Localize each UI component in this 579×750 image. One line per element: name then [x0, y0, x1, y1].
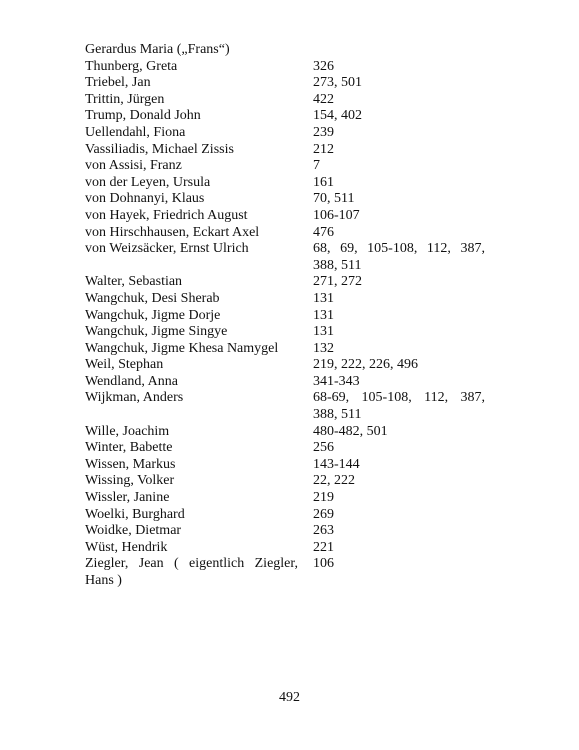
index-entry-name: von Assisi, Franz	[85, 158, 182, 174]
index-entry-name: Wissen, Markus	[85, 456, 176, 472]
page-number: 492	[279, 690, 300, 705]
index-entry-pages: 161	[313, 174, 334, 190]
index-entry	[85, 125, 485, 142]
index-entry	[85, 473, 485, 490]
index-entry-pages: 273, 501	[313, 75, 362, 91]
index-entry-pages: 341-343	[313, 373, 360, 389]
index-entry-pages: 326	[313, 58, 334, 74]
index-entry-name: Wangchuk, Desi Sherab	[85, 290, 220, 306]
index-entry	[85, 390, 485, 423]
index-entry-name: von der Leyen, Ursula	[85, 174, 211, 190]
index-entry	[85, 59, 485, 76]
index-entry-pages: 221	[313, 539, 334, 555]
index-entry-pages: 131	[313, 290, 334, 306]
name-index-list	[85, 42, 485, 590]
index-entry	[85, 374, 485, 391]
index-entry-name: Woidke, Dietmar	[85, 523, 182, 539]
index-entry-name: Wangchuk, Jigme Dorje	[85, 307, 221, 323]
index-entry	[85, 241, 485, 274]
index-entry-pages: 68-69, 105-108, 112, 387, 388, 511	[313, 390, 485, 423]
index-entry-name: Wissler, Janine	[85, 490, 170, 506]
index-entry-name: von Weizsäcker, Ernst Ulrich	[85, 241, 249, 257]
index-entry-pages: 106-107	[313, 207, 360, 223]
index-entry-name: Trittin, Jürgen	[85, 91, 165, 107]
index-entry	[85, 424, 485, 441]
index-entry-pages: 271, 272	[313, 274, 362, 290]
index-entry-name: Weil, Stephan	[85, 357, 164, 373]
index-entry	[85, 42, 485, 59]
index-entry-name: Walter, Sebastian	[85, 274, 183, 290]
index-entry-pages: 68, 69, 105-108, 112, 387, 388, 511	[313, 241, 485, 273]
index-entry	[85, 308, 485, 325]
index-entry-name: Vassiliadis, Michael Zissis	[85, 141, 234, 157]
index-entry-name: Uellendahl, Fiona	[85, 124, 186, 140]
index-entry-pages: 22, 222	[313, 473, 355, 489]
index-entry-pages: 239	[313, 124, 334, 140]
index-entry-name: von Hayek, Friedrich August	[85, 207, 248, 223]
index-entry-name: von Hirschhausen, Eckart Axel	[85, 224, 260, 240]
index-entry-name: Triebel, Jan	[85, 75, 151, 91]
index-entry-pages: 422	[313, 91, 334, 107]
index-entry	[85, 92, 485, 109]
index-entry-pages: 70, 511	[313, 191, 355, 207]
index-entry-pages: 7	[313, 158, 320, 174]
index-entry-name: Trump, Donald John	[85, 108, 201, 124]
index-entry-pages: 212	[313, 141, 334, 157]
index-entry	[85, 142, 485, 159]
index-entry-pages: 476	[313, 224, 334, 240]
index-entry	[85, 556, 485, 589]
index-entry-name: Thunberg, Greta	[85, 58, 178, 74]
index-entry-name: Wissing, Volker	[85, 473, 175, 489]
index-entry-pages: 131	[313, 307, 334, 323]
index-entry-name: Wüst, Hendrik	[85, 539, 168, 555]
index-entry-name: Wijkman, Anders	[85, 390, 184, 406]
index-entry-name: Woelki, Burghard	[85, 506, 185, 522]
index-entry	[85, 225, 485, 242]
index-entry-pages: 219	[313, 490, 334, 506]
index-entry-pages: 256	[313, 440, 334, 456]
index-entry-pages: 143-144	[313, 456, 360, 472]
index-entry-name: Gerardus Maria („Frans“)	[85, 42, 230, 57]
index-entry-pages: 269	[313, 506, 334, 522]
index-entry-name: Winter, Babette	[85, 440, 173, 456]
index-entry	[85, 291, 485, 308]
index-entry-name: Wille, Joachim	[85, 423, 170, 439]
index-entry	[85, 324, 485, 341]
index-entry-pages: 131	[313, 324, 334, 340]
index-entry	[85, 208, 485, 225]
index-entry-pages: 154, 402	[313, 108, 362, 124]
index-entry-name: Wendland, Anna	[85, 373, 178, 389]
index-entry	[85, 457, 485, 474]
index-entry	[85, 523, 485, 540]
index-entry	[85, 175, 485, 192]
index-entry	[85, 540, 485, 557]
index-entry-pages: 132	[313, 340, 334, 356]
index-entry	[85, 357, 485, 374]
index-entry	[85, 274, 485, 291]
index-entry	[85, 158, 485, 175]
index-entry	[85, 507, 485, 524]
index-entry-pages: 263	[313, 523, 334, 539]
index-entry-name: Ziegler, Jean ( eigentlich Ziegler, Hans )	[85, 556, 298, 588]
index-entry	[85, 341, 485, 358]
index-entry-name: von Dohnanyi, Klaus	[85, 191, 205, 207]
index-entry	[85, 191, 485, 208]
index-entry	[85, 490, 485, 507]
index-entry	[85, 108, 485, 125]
index-entry	[85, 75, 485, 92]
index-entry	[85, 440, 485, 457]
index-entry-name: Wangchuk, Jigme Singye	[85, 324, 228, 340]
index-entry-name: Wangchuk, Jigme Khesa Namygel	[85, 340, 279, 356]
index-entry-pages: 106	[313, 556, 334, 572]
index-entry-pages: 480-482, 501	[313, 423, 388, 439]
index-entry-pages: 219, 222, 226, 496	[313, 357, 418, 373]
